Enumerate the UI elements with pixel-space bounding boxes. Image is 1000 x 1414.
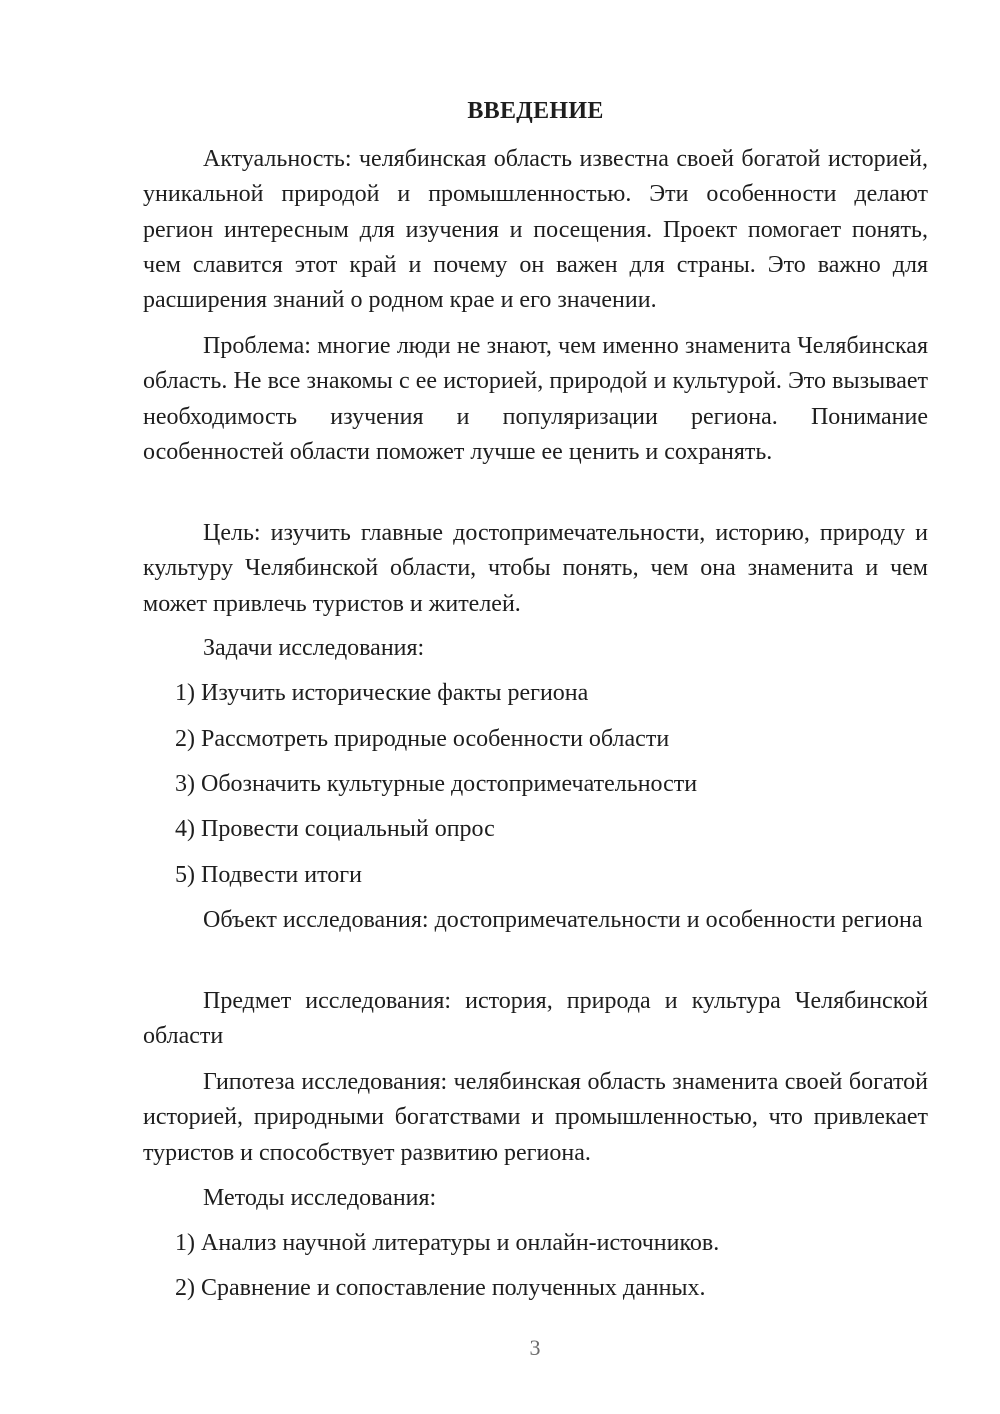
task-item-2: 2) Рассмотреть природные особенности области <box>175 726 670 752</box>
problem-paragraph: Проблема: многие люди не знают, чем именно знаменита Челябинская область. Не все знакомы с ее историей, природой и культурой. Это вызывает необходимость изучения и популяризации региона. Понимание особенностей области поможет лучше ее ценить и сохранять. <box>143 333 928 465</box>
task-item-1: 1) Изучить исторические факты региона <box>175 680 589 706</box>
subject-paragraph: Предмет исследования: история, природа и культура Челябинской области <box>143 988 928 1050</box>
object-paragraph: Объект исследования: достопримечательности и особенности региона <box>203 907 923 933</box>
task-item-4: 4) Провести социальный опрос <box>175 816 495 842</box>
methods-title: Методы исследования: <box>203 1185 437 1211</box>
hypothesis-paragraph: Гипотеза исследования: челябинская область знаменита своей богатой историей, природными богатствами и промышленностью, что привлекает туристов и способствует развитию региона. <box>143 1069 928 1166</box>
goal-paragraph: Цель: изучить главные достопримечательности, историю, природу и культуру Челябинской области, чтобы понять, чем она знаменита и чем может привлечь туристов и жителей. <box>143 520 928 617</box>
task-item-3: 3) Обозначить культурные достопримечательности <box>175 771 698 797</box>
page-number: 3 <box>529 1335 541 1360</box>
tasks-title: Задачи исследования: <box>203 635 425 661</box>
relevance-paragraph: Актуальность: челябинская область известна своей богатой историей, уникальной природой и промышленностью. Эти особенности делают регион интересным для изучения и посещения. Проект помогает понять, чем славится этот край и почему он важен для страны. Это важно для расширения знаний о родном крае и его значении. <box>143 146 928 314</box>
method-item-2: 2) Сравнение и сопоставление полученных данных. <box>175 1275 706 1301</box>
section-heading: ВВЕДЕНИЕ <box>467 98 604 124</box>
task-item-5: 5) Подвести итоги <box>175 862 362 888</box>
method-item-1: 1) Анализ научной литературы и онлайн-источников. <box>175 1230 720 1256</box>
